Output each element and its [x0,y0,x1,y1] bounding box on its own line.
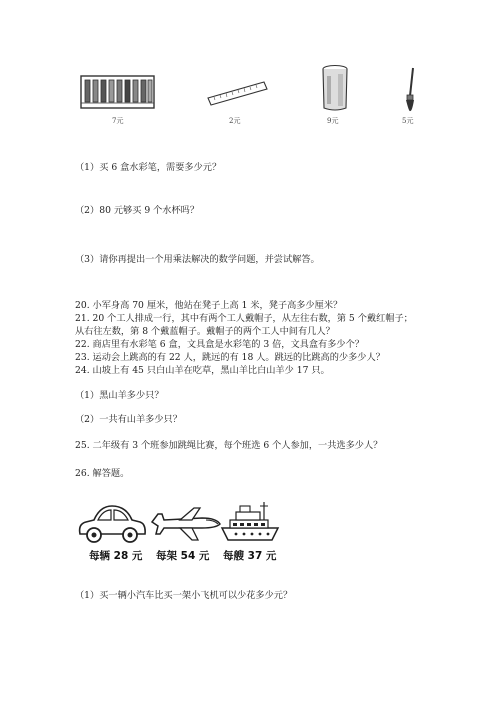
question-25: 25. 二年级有 3 个班参加跳绳比赛，每个班选 6 个人参加，一共选多少人？ [75,440,383,451]
plane-price-label: 每架 54 元 [156,550,210,562]
paint-brush-icon [400,66,420,112]
question-26-title: 26. 解答题。 [75,468,130,479]
car-price-label: 每辆 28 元 [89,550,143,562]
cup-price: 9元 [327,117,339,125]
question-23: 23. 运动会上跳高的有 22 人，跳远的有 18 人。跳远的比跳高的少多少人？ [75,352,385,363]
q24-sub2: （2）一共有山羊多少只？ [75,414,182,425]
question-21-line1: 21. 20 个工人排成一行，其中有两个工人戴帽子，从左往右数，第 5 个戴红帽子； [75,313,413,324]
ship-icon [220,498,280,544]
question-21-line2: 从右往左数，第 8 个戴蓝帽子。戴帽子的两个工人中间有几人？ [75,326,335,337]
q19-sub3: （3）请你再提出一个用乘法解决的数学问题，并尝试解答。 [75,254,320,265]
watercolor-pens-icon [80,72,156,110]
water-cup-icon [320,64,350,112]
question-20: 20. 小军身高 70 厘米，他站在凳子上高 1 米，凳子高多少厘米？ [75,300,343,311]
q19-sub2: （2）80 元够买 9 个水杯吗？ [75,205,200,216]
question-22: 22. 商店里有水彩笔 6 盒，文具盒是水彩笔的 3 倍，文具盒有多少个？ [75,339,364,350]
brush-price: 5元 [402,117,414,125]
q19-sub1: （1）买 6 盒水彩笔，需要多少元？ [75,162,222,173]
q26-sub1: （1）买一辆小汽车比买一架小飞机可以少花多少元？ [75,590,293,601]
watercolor-price: 7元 [112,117,124,125]
airplane-icon [150,506,222,542]
q24-sub1: （1）黑山羊多少只？ [75,390,164,401]
question-24: 24. 山坡上有 45 只白山羊在吃草，黑山羊比白山羊少 17 只。 [75,365,330,376]
car-icon [76,500,148,544]
ship-price-label: 每艘 37 元 [223,550,277,562]
ruler-icon [206,80,268,106]
ruler-price: 2元 [229,117,241,125]
